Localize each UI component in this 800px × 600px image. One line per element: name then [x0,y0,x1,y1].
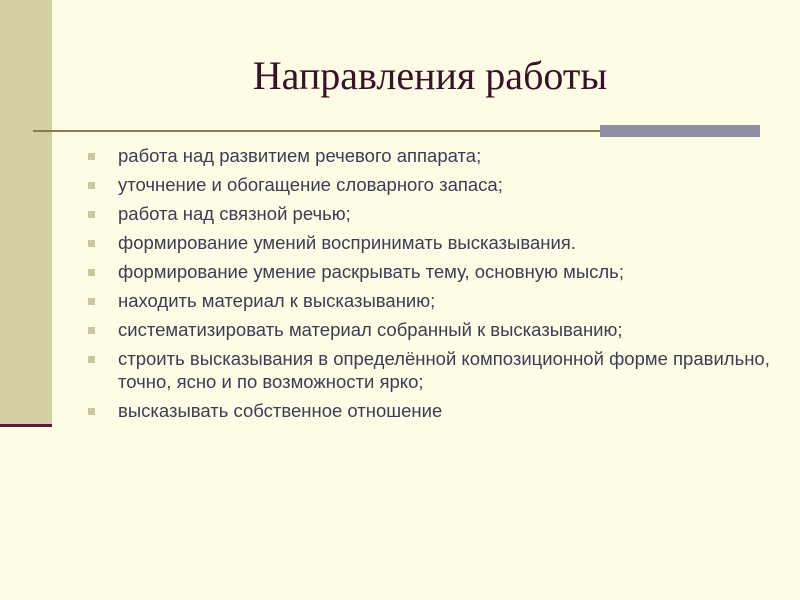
bullet-list [88,144,778,428]
list-item [88,347,778,393]
square-bullet-icon [88,211,95,218]
list-item [88,399,778,422]
square-bullet-icon [88,269,95,276]
square-bullet-icon [88,153,95,160]
list-item [88,289,778,312]
list-item-text: формирование умений воспринимать высказывания. [118,232,576,253]
square-bullet-icon [88,240,95,247]
square-bullet-icon [88,298,95,305]
square-bullet-icon [88,356,95,363]
list-item-text: строить высказывания в определённой композиционной форме правильно, точно, ясно и по возможности ярко; [118,348,770,392]
list-item-text: систематизировать материал собранный к высказыванию; [118,319,623,340]
title-divider-accent [600,125,760,137]
list-item-text: уточнение и обогащение словарного запаса; [118,174,503,195]
square-bullet-icon [88,182,95,189]
list-item-text: формирование умение раскрывать тему, основную мысль; [118,261,624,282]
list-item [88,260,778,283]
list-item-text: работа над развитием речевого аппарата; [118,145,482,166]
list-item-text: работа над связной речью; [118,203,351,224]
list-item [88,318,778,341]
square-bullet-icon [88,327,95,334]
list-item [88,144,778,167]
slide-title: Направления работы [252,53,608,98]
side-decoration-underline [0,424,52,427]
list-item-text: высказывать собственное отношение [118,400,443,421]
list-item-text: находить материал к высказыванию; [118,290,436,311]
list-item [88,202,778,225]
list-item [88,231,778,254]
list-item [88,173,778,196]
square-bullet-icon [88,408,95,415]
side-decoration-bar [0,0,52,424]
